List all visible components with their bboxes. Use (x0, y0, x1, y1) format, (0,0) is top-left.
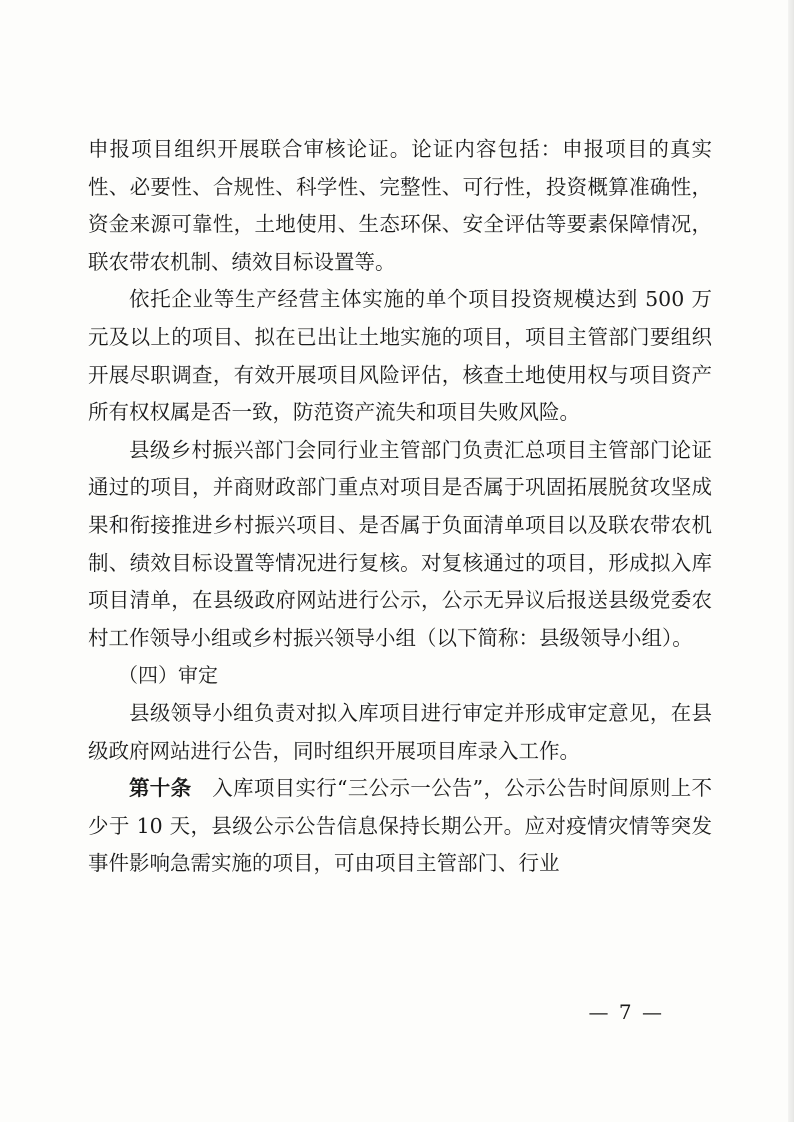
article-spacer (191, 776, 212, 800)
paragraph-approval: 县级领导小组负责对拟入库项目进行审定并形成审定意见，在县级政府网站进行公告，同时组织开展项目库录入工作。 (88, 700, 712, 763)
paragraph-county-review: 县级乡村振兴部门会同行业主管部门负责汇总项目主管部门论证通过的项目，并商财政部门重点对项目是否属于巩固拓展脱贫攻坚成果和衔接推进乡村振兴项目、是否属于负面清单项目以及联农带农机制、绩效目标设置等情况进行复核。对复核通过的项目，形成拟入库项目清单，在县级政府网站进行公示，公示无异议后报送县级党委农村工作领导小组或乡村振兴领导小组（以下简称：县级领导小组）。 (88, 437, 712, 650)
page-number: — 7 — (588, 1000, 664, 1024)
scan-edge (788, 0, 794, 1122)
paragraph-article-ten (88, 770, 712, 883)
document-body (88, 131, 712, 883)
paragraph-review-content: 申报项目组织开展联合审核论证。论证内容包括：申报项目的真实性、必要性、合规性、科学性、完整性、可行性，投资概算准确性，资金来源可靠性，土地使用、生态环保、安全评估等要素保障情况，联农带农机制、绩效目标设置等。 (88, 137, 712, 274)
paragraph-due-diligence: 依托企业等生产经营主体实施的单个项目投资规模达到 500 万元及以上的项目、拟在已出让土地实施的项目，项目主管部门要组织开展尽职调查，有效开展项目风险评估，核查土地使用权与项目资产所有权权属是否一致，防范资产流失和项目失败风险。 (88, 287, 712, 425)
article-text: 入库项目实行“三公示一公告”，公示公告时间原则上不少于 10 天，县级公示公告信息保持长期公开。应对疫情灾情等突发事件影响急需实施的项目，可由项目主管部门、行业 (88, 776, 713, 876)
article-label: 第十条 (129, 776, 192, 801)
section-heading-approval: （四）审定 (118, 663, 218, 688)
